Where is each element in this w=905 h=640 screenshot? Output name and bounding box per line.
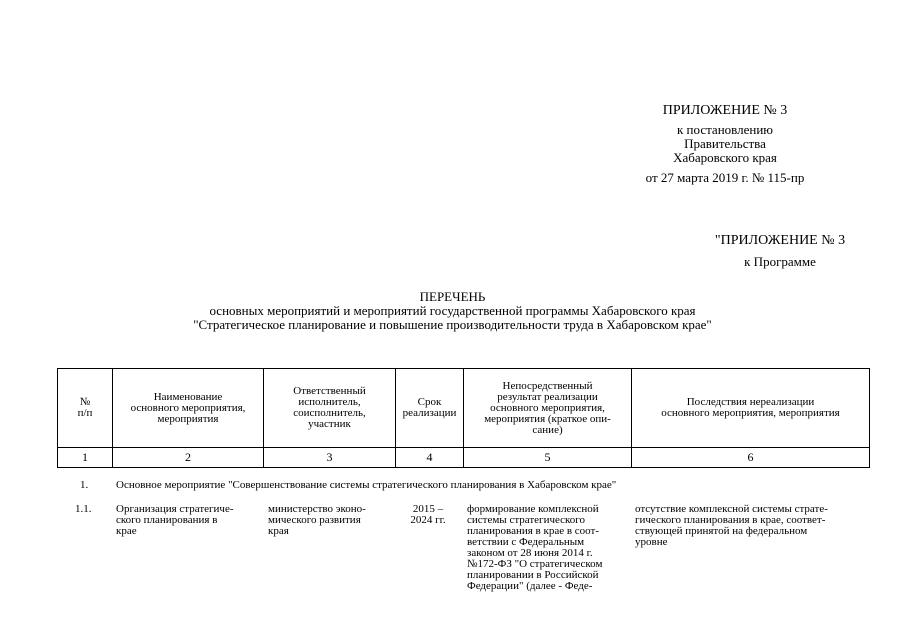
column-number-row (58, 448, 870, 468)
program-appendix-block (680, 233, 880, 270)
column-number: 1 (58, 448, 113, 468)
measure-name: Организация стратегиче- ского планирования в крае (116, 503, 234, 537)
main-measure-title: Основное мероприятие "Совершенствование системы стратегического планирования в Хабаровском крае" (116, 479, 617, 491)
appendix-title: ПРИЛОЖЕНИЕ № 3 (662, 103, 788, 118)
program-appendix-sub: к Программе (744, 254, 816, 269)
column-header: Последствия нереализации основного мероприятия, мероприятия (632, 369, 870, 448)
appendix-date: от 27 марта 2019 г. № 115-пр (645, 170, 805, 185)
measure-executor: министерство эконо- мического развития края (268, 503, 366, 537)
measure-result: формирование комплексной системы стратегического планирования в крае в соот- ветствии с Федеральным законом от 28 июня 2014 г. №172-ФЗ "О стратегическом планировании в Российской Федерации" (далее - Феде- (467, 503, 603, 592)
column-header: Наименование основного мероприятия, мероприятия (113, 369, 264, 448)
column-header: Срок реализации (396, 369, 464, 448)
measure-period: 2015 – 2024 гг. (410, 503, 446, 526)
appendix-line: Хабаровского края (673, 150, 777, 165)
table-header-row (58, 369, 870, 448)
document-title-line: основных мероприятий и мероприятий государственной программы Хабаровского края (209, 303, 696, 318)
appendix-block (610, 104, 840, 185)
document-title-line: "Стратегическое планирование и повышение производительности труда в Хабаровском крае" (193, 317, 712, 332)
column-number: 4 (396, 448, 464, 468)
column-number: 3 (264, 448, 396, 468)
column-header: № п/п (58, 369, 113, 448)
appendix-line: Правительства (684, 136, 766, 151)
column-header: Ответственный исполнитель, соисполнитель, участник (264, 369, 396, 448)
program-appendix-title: "ПРИЛОЖЕНИЕ № 3 (714, 233, 846, 248)
column-number: 6 (632, 448, 870, 468)
row-number: 1.1. (75, 503, 92, 515)
measure-consequences: отсутствие комплексной системы страте- гического планирования в крае, соответ- ствующей принятой на федеральном уровне (635, 503, 828, 548)
measures-table-header (57, 368, 870, 468)
column-number: 2 (113, 448, 264, 468)
column-header: Непосредственный результат реализации основного мероприятия, мероприятия (краткое опи- сание) (464, 369, 632, 448)
appendix-line: к постановлению (676, 122, 774, 137)
document-heading: ПЕРЕЧЕНЬ (419, 289, 486, 304)
column-number: 5 (464, 448, 632, 468)
document-title (0, 290, 905, 332)
row-number: 1. (80, 479, 89, 491)
